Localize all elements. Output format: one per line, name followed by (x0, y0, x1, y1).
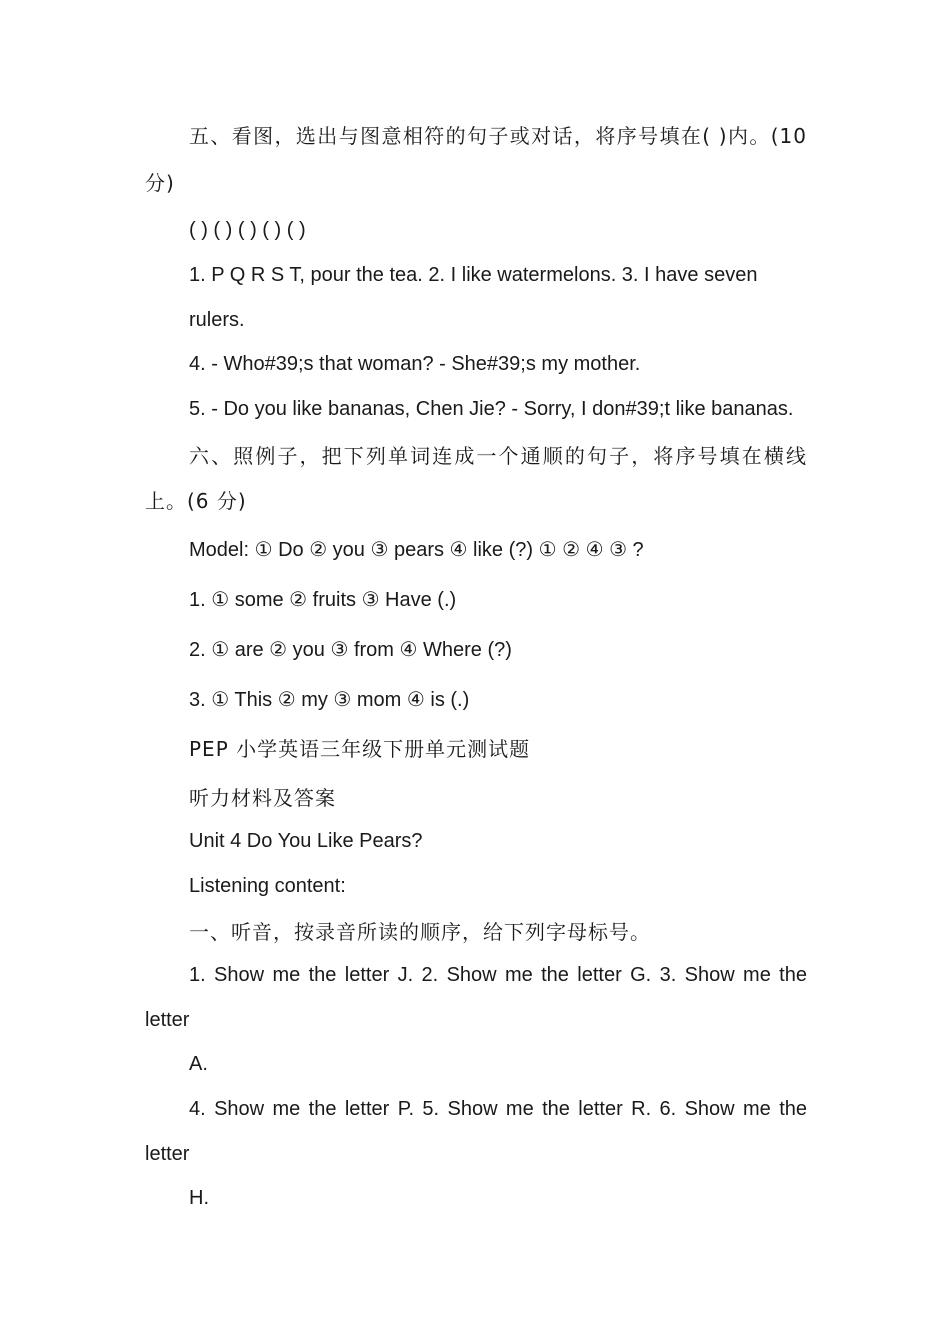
unit-title: Unit 4 Do You Like Pears? (189, 830, 423, 852)
listening-material-title: 听力材料及答案 (189, 786, 336, 810)
test-title: PEP 小学英语三年级下册单元测试题 (189, 737, 531, 761)
section-six-heading: 六、照例子，把下列单词连成一个通顺的句子，将序号填在横线 (189, 444, 807, 468)
exercise-line: 3. ① This ② my ③ mom ④ is (.) (189, 689, 470, 711)
listening-line: letter (145, 1009, 190, 1031)
model-line: Model: ① Do ② you ③ pears ④ like (?) ① ② ④ ③ ? (189, 539, 644, 561)
listening-line: 4. Show me the letter P. 5. Show me the letter R. 6. Show me the (189, 1098, 807, 1120)
sentence-line: 1. P Q R S T, pour the tea. 2. I like watermelons. 3. I have seven (189, 264, 758, 286)
exercise-line: 2. ① are ② you ③ from ④ Where (?) (189, 639, 512, 661)
section-five-heading: 五、看图，选出与图意相符的句子或对话，将序号填在( )内。(10 (189, 124, 807, 148)
listening-line: 1. Show me the letter J. 2. Show me the letter G. 3. Show me the (189, 964, 807, 986)
sentence-line: rulers. (189, 309, 245, 331)
section-six-heading-cont: 上。(6 分) (145, 489, 247, 513)
section-five-heading-cont: 分) (145, 171, 175, 195)
listening-line: A. (189, 1053, 208, 1075)
listening-content-label: Listening content: (189, 875, 346, 897)
section-one-heading: 一、听音，按录音所读的顺序，给下列字母标号。 (189, 920, 651, 944)
dialogue-line: 5. - Do you like bananas, Chen Jie? - Sorry, I don#39;t like bananas. (189, 398, 794, 420)
listening-line: letter (145, 1143, 190, 1165)
listening-line: H. (189, 1187, 209, 1209)
dialogue-line: 4. - Who#39;s that woman? - She#39;s my mother. (189, 353, 641, 375)
answer-brackets: ( ) ( ) ( ) ( ) ( ) (189, 219, 306, 241)
exercise-line: 1. ① some ② fruits ③ Have (.) (189, 589, 457, 611)
